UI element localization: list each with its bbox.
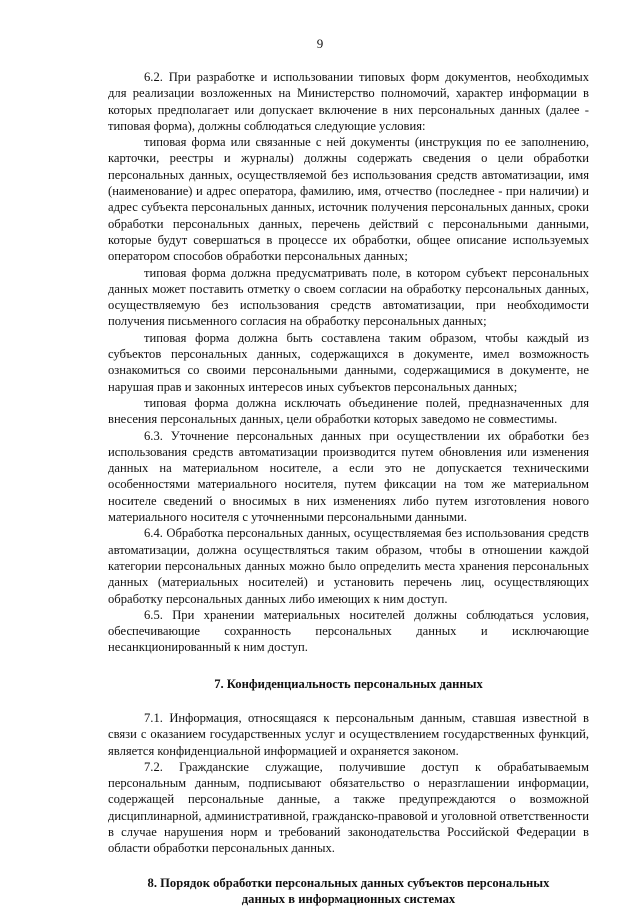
paragraph-7-2: 7.2. Гражданские служащие, получившие доступ к обрабатываемым персональным данным, подписывают обязательство о неразглашении информации, содержащей персональные данные, а также предупреждаются о возможной дисциплинарной, административной, гражданско-правовой и уголовной ответственности в случае нарушения норм и требований законодательства Российской Федерации в области обработки персональных данных. xyxy=(108,759,589,856)
paragraph-typical-form-layout: типовая форма должна быть составлена таким образом, чтобы каждый из субъектов персональных данных, содержащихся в документе, имел возможность ознакомиться со своими персональными данными, содержащимися в документе, не нарушая прав и законных интересов иных субъектов персональных данных; xyxy=(108,330,589,394)
paragraph-6-4: 6.4. Обработка персональных данных, осуществляемая без использования средств автоматизации, должна осуществляться таким образом, чтобы в отношении каждой категории персональных данных можно было определить места хранения персональных данных (материальных носителей) и установить перечень лиц, осуществляющих обработку персональных данных либо имеющих к ним доступ. xyxy=(108,526,589,606)
page-number: 9 xyxy=(316,36,324,51)
paragraph-6-2: 6.2. При разработке и использовании типовых форм документов, необходимых для реализации возложенных на Министерство полномочий, характер информации в которых предполагает или допускает включение в них персональных данных (далее - типовая форма), должны соблюдаться следующие условия: xyxy=(108,70,589,133)
section-7-heading: 7. Конфиденциальность персональных данных xyxy=(214,676,483,691)
paragraph-typical-form-consent: типовая форма должна предусматривать поле, в котором субъект персональных данных может поставить отметку о своем согласии на обработку персональных данных, осуществляемую без использования средств автоматизации, при необходимости получения письменного согласия на обработку персональных данных; xyxy=(108,265,589,329)
document-body xyxy=(108,69,589,907)
section-8-heading-line-1: 8. Порядок обработки персональных данных субъектов персональных xyxy=(147,875,550,890)
paragraph-6-5: 6.5. При хранении материальных носителей должны соблюдаться условия, обеспечивающие сохранность персональных данных и исключающие несанкционированный к ним доступ. xyxy=(108,607,589,655)
section-8-heading-line-2: данных в информационных системах xyxy=(241,891,456,906)
section-8-heading xyxy=(108,875,589,907)
paragraph-typical-form-contents: типовая форма или связанные с ней документы (инструкция по ее заполнению, карточки, реестры и журналы) должны содержать сведения о цели обработки персональных данных, осуществляемой без использования средств автоматизации, имя (наименование) и адрес оператора, фамилию, имя, отчество (последнее - при наличии) и адрес субъекта персональных данных, источник получения персональных данных, сроки обработки персональных данных, перечень действий с персональными данными, которые будут совершаться в процессе их обработки, общее описание используемых оператором способов обработки персональных данных; xyxy=(108,135,589,264)
paragraph-7-1: 7.1. Информация, относящаяся к персональным данным, ставшая известной в связи с оказанием государственных услуг и осуществлением государственных функций, является конфиденциальной информацией и охраняется законом. xyxy=(108,710,589,758)
paragraph-typical-form-fields: типовая форма должна исключать объединение полей, предназначенных для внесения персональных данных, цели обработки которых заведомо не совместимы. xyxy=(108,395,589,427)
paragraph-6-3: 6.3. Уточнение персональных данных при осуществлении их обработки без использования средств автоматизации производится путем обновления или изменения данных на материальном носителе, а если это не допускается техническими особенностями материального носителя, путем фиксации на том же материальном носителе сведений о вносимых в них изменениях либо путем изготовления нового материального носителя с уточненными персональными данными. xyxy=(108,428,589,525)
